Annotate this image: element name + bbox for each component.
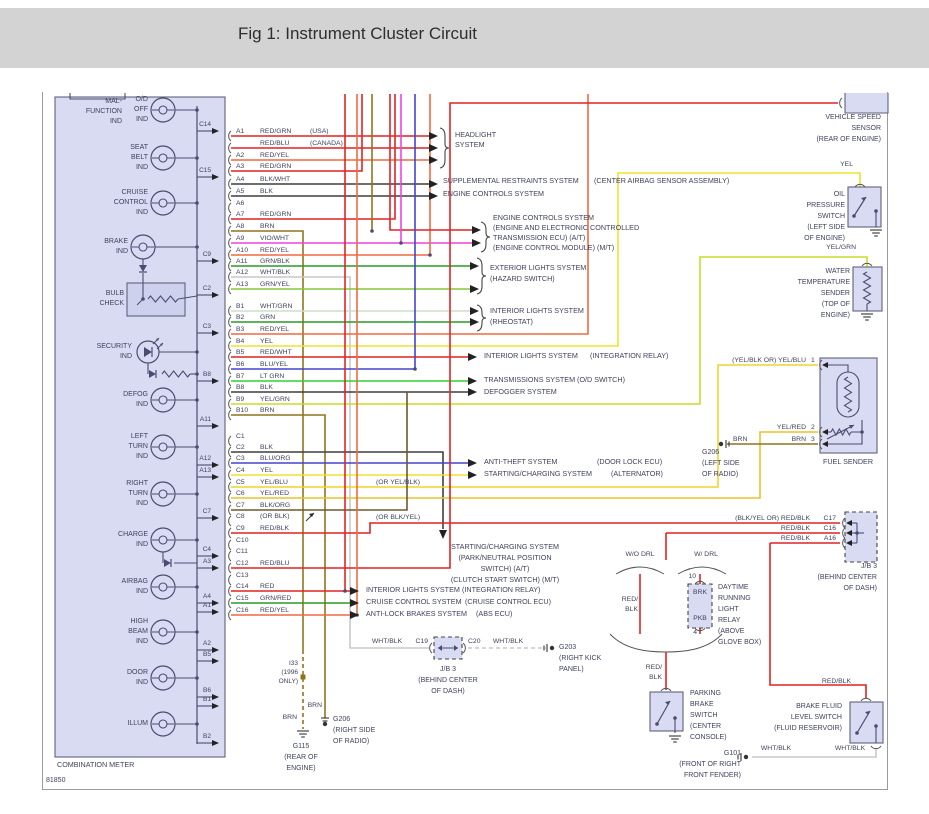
label-meter-indicators-8-1: TURN xyxy=(128,443,148,450)
label-rows_a-2-id: A2 xyxy=(236,152,245,159)
label-rows_b-2-color: RED/YEL xyxy=(260,326,290,333)
label-right-oil-0: OIL xyxy=(833,191,845,198)
label-right-vss-1: SENSOR xyxy=(851,125,881,132)
label-right-jb3_pins-0-id: C17 xyxy=(823,515,836,522)
label-rows_c-13-id: C14 xyxy=(236,583,249,590)
label-systems-starting_note: (ALTERNATOR) xyxy=(611,469,663,478)
label-right-water-0: WATER xyxy=(825,268,850,275)
label-right-redblk3-0: RED/ xyxy=(645,664,662,671)
label-rows_b-3-color: YEL xyxy=(260,338,273,345)
label-right-yel: YEL xyxy=(840,161,853,168)
label-meter-pins-3: C2 xyxy=(202,285,211,292)
label-right-drl-0: DAYTIME xyxy=(718,584,749,591)
label-rows_c-10-id: C11 xyxy=(236,548,248,555)
label-right-jb3_pins-2-w: RED/BLK xyxy=(780,535,810,542)
label-bottom-g206b-0: G206 xyxy=(333,716,351,723)
label-rows_b-3-id: B4 xyxy=(236,338,245,345)
label-rows_a-11-id: A11 xyxy=(236,258,248,265)
label-right-yelgrn: YEL/GRN xyxy=(826,244,856,251)
label-systems-interior2: INTERIOR LIGHTS SYSTEM xyxy=(366,585,460,594)
label-rows_c-15-color: RED/YEL xyxy=(260,607,290,614)
label-right-drl-1: RUNNING xyxy=(718,595,751,602)
label-rows_b-4-color: RED/WHT xyxy=(260,349,292,356)
label-systems-rheostat-1: (RHEOSTAT) xyxy=(490,317,533,326)
label-rows_a-11-color: GRN/BLK xyxy=(260,258,290,265)
label-right-jb3_pins-0-w: (BLK/YEL OR) RED/BLK xyxy=(735,515,810,522)
label-meter-indicators-5-0: BULB xyxy=(105,290,124,297)
label-right-fuel_pin1: (YEL/BLK OR) YEL/BLU xyxy=(732,357,806,364)
label-rows_b-0-color: WHT/GRN xyxy=(260,303,293,310)
label-rows_b-7-id: B8 xyxy=(236,384,245,391)
label-rows_a-7-id: A7 xyxy=(236,211,245,218)
label-right-redblk3-1: BLK xyxy=(649,674,662,681)
label-meter-pins-10: C4 xyxy=(202,546,211,553)
label-meter-indicators-6-0: SECURITY xyxy=(96,343,132,350)
label-meter-indicators-10-0: CHARGE xyxy=(118,531,148,538)
label-rows_c-5-id: C6 xyxy=(236,490,245,497)
label-rows_a-6-id: A6 xyxy=(236,200,245,207)
label-right-n3: 3 xyxy=(811,436,815,443)
label-rows_b-8-id: B9 xyxy=(236,396,245,403)
label-meter-pins-2: C9 xyxy=(202,251,211,258)
label-rows_a-8-color: BRN xyxy=(260,223,275,230)
label-right-vss-0: VEHICLE SPEED xyxy=(825,114,881,121)
label-right-water-4: ENGINE) xyxy=(820,312,850,319)
label-bottom-i33-0: I33 xyxy=(288,660,298,667)
label-rows_c-11-color: RED/BLU xyxy=(260,560,290,567)
label-systems-engine2-0: ENGINE CONTROLS SYSTEM xyxy=(493,213,595,222)
label-meter-pins-6: A11 xyxy=(199,416,211,423)
label-rows_b-5-id: B6 xyxy=(236,361,245,368)
label-rows_b-6-color: LT GRN xyxy=(260,373,285,380)
label-rows_b-0-id: B1 xyxy=(236,303,245,310)
label-bottom-whtblk1: WHT/BLK xyxy=(371,638,403,645)
label-systems-engine2-2: TRANSMISSION ECU) (A/T) xyxy=(493,233,586,242)
label-meter-indicators-3-2: IND xyxy=(135,209,148,216)
label-rows_a-4-id: A4 xyxy=(236,176,245,183)
label-rows_a-0-note: (USA) xyxy=(310,128,329,135)
label-meter-indicators-9-1: TURN xyxy=(128,490,148,497)
label-right-jb3-2: OF DASH) xyxy=(843,585,877,592)
label-meter-indicators-13-1: IND xyxy=(135,679,148,686)
label-right-redblk2-0: RED/ xyxy=(621,596,638,603)
label-meter-indicators-6-1: IND xyxy=(119,353,132,360)
label-rows_c-0-id: C1 xyxy=(236,433,245,440)
label-systems-engine2-3: (ENGINE CONTROL MODULE) (M/T) xyxy=(493,243,615,252)
label-systems-cruise_note: (CRUISE CONTROL ECU) xyxy=(465,597,551,606)
label-right-whtblk2: WHT/BLK xyxy=(834,745,866,752)
label-meter-pins-7: A12 xyxy=(199,455,211,462)
label-meter-pins-15: B5 xyxy=(203,651,211,658)
label-right-g101-2: FRONT FENDER) xyxy=(683,772,741,779)
label-rows_b-9-id: B10 xyxy=(236,407,249,414)
label-systems-antitheft_note: (DOOR LOCK ECU) xyxy=(597,457,663,466)
label-right-fuel_pin2: YEL/RED xyxy=(776,424,806,431)
label-meter-indicators-2-1: BELT xyxy=(131,154,148,161)
label-rows_a-5-id: A5 xyxy=(236,188,245,195)
label-rows_c-5-color: YEL/RED xyxy=(260,490,290,497)
label-rows_c-12-id: C13 xyxy=(236,572,249,579)
label-meter-pins-13: A1 xyxy=(203,602,211,609)
label-rows_c-4-id: C5 xyxy=(236,479,245,486)
label-right-brk: BRK xyxy=(693,589,707,596)
label-right-jb3_pins-1-id: C16 xyxy=(823,525,836,532)
figure-title: Fig 1: Instrument Cluster Circuit xyxy=(238,24,478,43)
label-systems-engine: ENGINE CONTROLS SYSTEM xyxy=(443,189,545,198)
label-bottom-g203-1: (RIGHT KICK xyxy=(559,655,602,662)
label-meter-indicators-4-1: IND xyxy=(115,248,128,255)
label-right-parking-0: PARKING xyxy=(690,690,721,697)
label-meter-indicators-13-0: DOOR xyxy=(127,669,148,676)
label-rows_c-14-id: C15 xyxy=(236,595,249,602)
label-rows_b-9-color: BRN xyxy=(260,407,275,414)
label-systems-starting: STARTING/CHARGING SYSTEM xyxy=(484,469,592,478)
label-rows_a-0-color: RED/GRN xyxy=(260,128,292,135)
label-right-g206a-1: (LEFT SIDE xyxy=(702,460,740,467)
label-meter-indicators-5-1: CHECK xyxy=(99,300,124,307)
label-meter-indicators-8-0: LEFT xyxy=(130,433,148,440)
label-meter-pins-0: C14 xyxy=(199,121,211,128)
label-systems-supplemental_note: (CENTER AIRBAG SENSOR ASSEMBLY) xyxy=(594,176,730,185)
label-rows_c-1-color: BLK xyxy=(260,444,273,451)
label-meter-indicators-10-1: IND xyxy=(135,541,148,548)
label-meter-indicators-8-2: IND xyxy=(135,453,148,460)
label-rows_a-13-color: GRN/YEL xyxy=(260,281,290,288)
label-systems-starting2-3: (CLUTCH START SWITCH) (M/T) xyxy=(450,575,560,584)
label-rows_c-13-color: RED xyxy=(260,583,275,590)
label-rows_c-8-note: (OR BLK/YEL) xyxy=(376,514,421,521)
label-right-drl-5: GLOVE BOX) xyxy=(718,639,762,646)
label-meter-indicators-9-2: IND xyxy=(135,500,148,507)
label-meter-pins-8: A13 xyxy=(199,467,211,474)
label-bottom-i33-1: (1996 xyxy=(281,669,298,676)
label-meter-pins-11: A3 xyxy=(203,558,211,565)
label-systems-starting2-0: STARTING/CHARGING SYSTEM xyxy=(451,542,559,551)
label-right-g101-0: G101 xyxy=(723,750,741,757)
label-rows_a-1-color: RED/BLU xyxy=(260,140,290,147)
label-right-water-1: TEMPERATURE xyxy=(797,279,850,286)
label-right-brakefluid-2: (FLUID RESERVOIR) xyxy=(774,725,842,732)
label-meter-indicators-9-0: RIGHT xyxy=(126,480,148,487)
label-right-brn: BRN xyxy=(733,436,748,443)
label-right-oil-3: (LEFT SIDE xyxy=(807,224,845,231)
label-meter-indicators-12-2: IND xyxy=(135,638,148,645)
label-rows_b-1-id: B2 xyxy=(236,314,245,321)
label-systems-cruise: CRUISE CONTROL SYSTEM xyxy=(366,597,462,606)
label-right-vss-2: (REAR OF ENGINE) xyxy=(816,136,881,143)
label-meter-indicators-12-1: BEAM xyxy=(128,628,148,635)
label-rows_c-6-id: C7 xyxy=(236,502,245,509)
label-right-oil-1: PRESSURE xyxy=(806,202,845,209)
label-rows_a-2-color: RED/YEL xyxy=(260,152,290,159)
label-bottom-g203-2: PANEL) xyxy=(559,666,584,673)
label-right-drl-2: LIGHT xyxy=(718,606,739,613)
label-right-parking-1: BRAKE xyxy=(690,701,714,708)
label-meter-label: COMBINATION METER xyxy=(57,760,135,769)
label-meter-indicators-12-0: HIGH xyxy=(130,618,148,625)
label-rows_a-9-color: VIO/WHT xyxy=(260,235,290,242)
label-rows_c-9-id: C10 xyxy=(236,537,249,544)
label-right-oil-2: SWITCH xyxy=(817,213,845,220)
label-meter-indicators-1-2: IND xyxy=(135,116,148,123)
label-right-redblk2-1: BLK xyxy=(625,606,638,613)
label-meter-indicators-11-0: AIRBAG xyxy=(121,578,148,585)
label-rows_c-8-color: RED/BLK xyxy=(260,525,290,532)
label-meter-indicators-0-2: IND xyxy=(109,118,122,125)
label-meter-indicators-2-0: SEAT xyxy=(130,144,148,151)
label-rows_b-4-id: B5 xyxy=(236,349,245,356)
label-rows_a-3-id: A3 xyxy=(236,163,245,170)
label-meter-indicators-1-0: O/D xyxy=(135,96,148,103)
label-meter-pins-18: B2 xyxy=(203,733,211,740)
label-bottom-jb3-0: J/B 3 xyxy=(440,666,456,673)
label-right-brakefluid-0: BRAKE FLUID xyxy=(796,703,842,710)
label-right-oil-4: OF ENGINE) xyxy=(804,235,845,242)
label-rows_b-7-color: BLK xyxy=(260,384,273,391)
label-rows_b-1-color: GRN xyxy=(260,314,276,321)
label-rows_c-6-color: BLK/ORG xyxy=(260,502,291,509)
label-rows_a-12-color: WHT/BLK xyxy=(260,269,291,276)
label-meter-indicators-3-0: CRUISE xyxy=(121,189,148,196)
label-rows_c-4-color: YEL/BLU xyxy=(260,479,288,486)
label-rows_c-11-id: C12 xyxy=(236,560,249,567)
label-right-drl-3: RELAY xyxy=(718,617,741,624)
label-right-pkb: PKB xyxy=(693,615,707,622)
label-rows_c-3-color: YEL xyxy=(260,467,273,474)
label-meter-pins-4: C3 xyxy=(202,323,211,330)
label-bottom-g115-2: ENGINE) xyxy=(286,765,316,772)
label-right-n1: 1 xyxy=(811,357,815,364)
label-rows_a-0-id: A1 xyxy=(236,128,245,135)
label-meter-indicators-7-0: DEFOG xyxy=(123,391,148,398)
label-right-whtblk1: WHT/BLK xyxy=(760,745,792,752)
label-right-w_drl: W/ DRL xyxy=(694,551,718,558)
label-meter-indicators-3-1: CONTROL xyxy=(113,199,148,206)
label-systems-starting2-1: (PARK/NEUTRAL POSITION xyxy=(458,553,552,562)
label-systems-abs_note: (ABS ECU) xyxy=(476,609,513,618)
label-meter-indicators-14-0: ILLUM xyxy=(127,720,148,727)
label-rows_b-5-color: BLU/YEL xyxy=(260,361,288,368)
label-rows_a-10-id: A10 xyxy=(236,247,249,254)
label-right-redblk4: RED/BLK xyxy=(821,678,851,685)
label-bottom-i33-2: ONLY) xyxy=(278,678,298,685)
label-meter-pins-17: B1 xyxy=(203,696,211,703)
label-systems-supplemental: SUPPLEMENTAL RESTRAINTS SYSTEM xyxy=(443,176,579,185)
label-right-brakefluid-1: LEVEL SWITCH xyxy=(790,714,842,721)
label-meter-pins-16: B6 xyxy=(203,687,211,694)
label-rows_b-2-id: B3 xyxy=(236,326,245,333)
label-systems-starting2-2: SWITCH) (A/T) xyxy=(480,564,530,573)
label-meter-indicators-11-1: IND xyxy=(135,588,148,595)
label-rows_c-14-color: GRN/RED xyxy=(260,595,292,602)
label-right-parking-4: CONSOLE) xyxy=(690,734,727,741)
label-right-parking-2: SWITCH xyxy=(690,712,718,719)
label-rows_a-9-id: A9 xyxy=(236,235,245,242)
label-meter-indicators-0-1: FUNCTION xyxy=(85,108,122,115)
label-rows_b-6-id: B7 xyxy=(236,373,245,380)
label-rows_c-2-color: BLU/ORG xyxy=(260,455,291,462)
label-bottom-g115-1: (REAR OF xyxy=(284,754,318,761)
label-rows_c-7-color: (OR BLK) xyxy=(260,513,290,520)
label-systems-exterior-0: EXTERIOR LIGHTS SYSTEM xyxy=(490,263,587,272)
label-systems-defogger: DEFOGGER SYSTEM xyxy=(484,387,557,396)
label-right-jb3-0: J/B 3 xyxy=(861,563,877,570)
label-bottom-c20: C20 xyxy=(468,638,481,645)
label-rows_a-3-color: RED/GRN xyxy=(260,163,292,170)
label-systems-antitheft: ANTI-THEFT SYSTEM xyxy=(484,457,558,466)
label-rows_c-15-id: C16 xyxy=(236,607,249,614)
label-systems-rheostat-0: INTERIOR LIGHTS SYSTEM xyxy=(490,306,584,315)
label-figure_code: 81850 xyxy=(46,777,66,784)
label-bottom-g203-0: G203 xyxy=(559,644,577,651)
label-rows_a-12-id: A12 xyxy=(236,269,249,276)
label-systems-abs: ANTI-LOCK BRAKES SYSTEM xyxy=(366,609,468,618)
label-bottom-g206b-1: (RIGHT SIDE xyxy=(333,727,376,734)
label-rows_c-8-id: C9 xyxy=(236,525,245,532)
label-right-g206a-0: G206 xyxy=(702,449,720,456)
label-systems-interior2_note: (INTEGRATION RELAY) xyxy=(462,585,541,594)
label-right-fuel_pin3: BRN xyxy=(791,436,806,443)
label-rows_a-4-color: BLK/WHT xyxy=(260,176,291,183)
label-rows_a-1-note: (CANADA) xyxy=(310,140,343,147)
label-rows_a-5-color: BLK xyxy=(260,188,273,195)
label-bottom-whtblk2: WHT/BLK xyxy=(492,638,524,645)
label-systems-transmissions: TRANSMISSIONS SYSTEM (O/D SWITCH) xyxy=(484,375,625,384)
label-meter-pins-9: C7 xyxy=(202,508,211,515)
label-rows_c-7-id: C8 xyxy=(236,513,245,520)
label-bottom-brn1: BRN xyxy=(307,702,322,709)
label-right-g206a-2: OF RADIO) xyxy=(702,471,739,478)
label-right-wo_drl: W/O DRL xyxy=(625,551,655,558)
label-right-fuel: FUEL SENDER xyxy=(822,457,874,466)
label-right-jb3_pins-1-w: RED/BLK xyxy=(780,525,810,532)
label-meter-indicators-0-0: MAL- xyxy=(105,98,122,105)
label-right-g101-1: (FRONT OF RIGHT xyxy=(679,761,741,768)
label-right-drl-4: (ABOVE xyxy=(718,628,745,635)
label-systems-headlight-1: SYSTEM xyxy=(455,140,485,149)
label-bottom-g115-0: G115 xyxy=(292,743,310,750)
label-rows_a-13-id: A13 xyxy=(236,281,249,288)
label-bottom-g206b-2: OF RADIO) xyxy=(333,738,370,745)
label-meter-pins-12: A4 xyxy=(203,593,211,600)
label-systems-exterior-1: (HAZARD SWITCH) xyxy=(490,274,555,283)
label-meter-pins-5: B8 xyxy=(203,371,211,378)
label-bottom-jb3-2: OF DASH) xyxy=(431,688,465,695)
label-bottom-c19: C19 xyxy=(415,638,428,645)
label-meter-indicators-2-2: IND xyxy=(135,164,148,171)
label-right-n10: 10 xyxy=(688,573,696,580)
label-right-jb3_pins-2-id: A16 xyxy=(823,535,836,542)
label-meter-pins-14: A2 xyxy=(203,640,211,647)
label-systems-headlight-0: HEADLIGHT xyxy=(455,130,497,139)
label-meter-pins-1: C15 xyxy=(199,167,211,174)
label-rows_b-8-color: YEL/GRN xyxy=(260,396,290,403)
label-rows_a-8-id: A8 xyxy=(236,223,245,230)
label-right-water-2: SENDER xyxy=(820,290,850,297)
label-right-water-3: (TOP OF xyxy=(821,301,850,308)
label-rows_c-1-id: C2 xyxy=(236,444,245,451)
label-meter-indicators-4-0: BRAKE xyxy=(104,238,128,245)
label-rows_a-10-color: RED/YEL xyxy=(260,247,290,254)
label-bottom-jb3-1: (BEHIND CENTER xyxy=(418,677,478,684)
label-bottom-brn2: BRN xyxy=(282,714,297,721)
label-rows_c-4-note: (OR YEL/BLK) xyxy=(376,479,421,486)
label-right-n4: 4 xyxy=(693,629,697,636)
label-right-parking-3: (CENTER xyxy=(690,723,722,730)
label-systems-interior: INTERIOR LIGHTS SYSTEM xyxy=(484,351,578,360)
label-right-n2: 2 xyxy=(811,424,815,431)
label-systems-interior_note: (INTEGRATION RELAY) xyxy=(590,351,669,360)
label-systems-engine2-1: (ENGINE AND ELECTRONIC CONTROLLED xyxy=(493,223,640,232)
label-meter-indicators-1-1: OFF xyxy=(134,106,148,113)
label-rows_a-7-color: RED/GRN xyxy=(260,211,292,218)
label-meter-indicators-7-1: IND xyxy=(135,401,148,408)
label-right-jb3-1: (BEHIND CENTER xyxy=(817,574,877,581)
label-rows_c-2-id: C3 xyxy=(236,455,245,462)
label-rows_c-3-id: C4 xyxy=(236,467,245,474)
